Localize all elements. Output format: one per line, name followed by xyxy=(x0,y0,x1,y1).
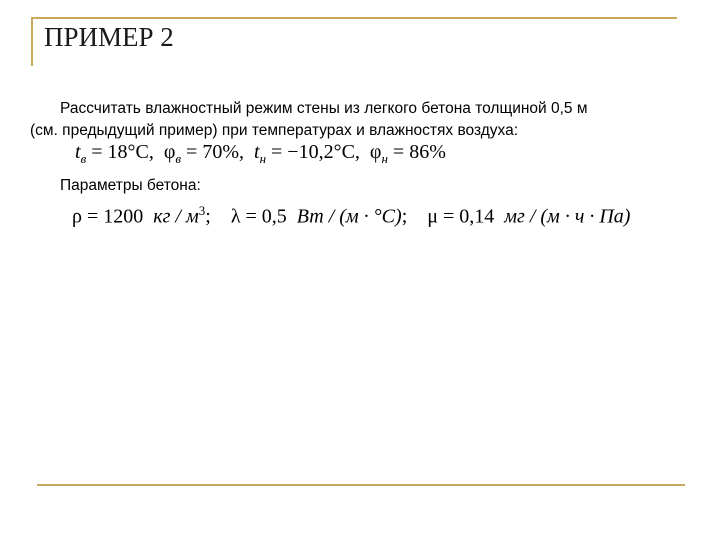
tn-subscript: н xyxy=(259,151,267,166)
lambda-unit: Вт / (м · °С) xyxy=(296,205,402,228)
problem-statement xyxy=(30,98,670,142)
problem-line-2: (см. предыдущий пример) при температурах и влажностях воздуха: xyxy=(30,122,519,139)
tn-value: = −10,2°С, xyxy=(271,141,360,163)
rho-end: ; xyxy=(205,205,211,228)
mu-expression: μ = 0,14 xyxy=(427,205,495,228)
rho-expression: ρ = 1200 xyxy=(72,205,144,228)
tv-subscript: в xyxy=(80,151,87,166)
tv-value: = 18°С, xyxy=(91,141,154,163)
frame-top-line xyxy=(31,17,677,19)
problem-line-1: Рассчитать влажностный режим стены из легкого бетона толщиной 0,5 м xyxy=(60,100,588,117)
mu-unit: мг / (м · ч · Па) xyxy=(504,205,631,228)
slide-title: ПРИМЕР 2 xyxy=(44,22,174,52)
phin-subscript: н xyxy=(381,151,388,166)
frame-left-line xyxy=(31,17,33,66)
tv-symbol: t xyxy=(75,141,81,163)
concrete-params-formula xyxy=(72,203,630,229)
params-label: Параметры бетона: xyxy=(60,177,201,194)
lambda-expression: λ = 0,5 xyxy=(230,205,287,228)
phiv-subscript: в xyxy=(175,151,182,166)
phin-value: = 86% xyxy=(392,141,446,163)
frame-bottom-line xyxy=(37,484,685,486)
air-conditions-formula xyxy=(75,141,446,167)
phiv-symbol: φ xyxy=(163,141,176,163)
phiv-value: = 70%, xyxy=(186,141,244,163)
lambda-end: ; xyxy=(401,205,408,228)
phin-symbol: φ xyxy=(369,141,382,163)
rho-unit: кг / м xyxy=(153,205,199,228)
rho-exponent: 3 xyxy=(198,203,206,218)
tn-symbol: t xyxy=(254,141,260,163)
